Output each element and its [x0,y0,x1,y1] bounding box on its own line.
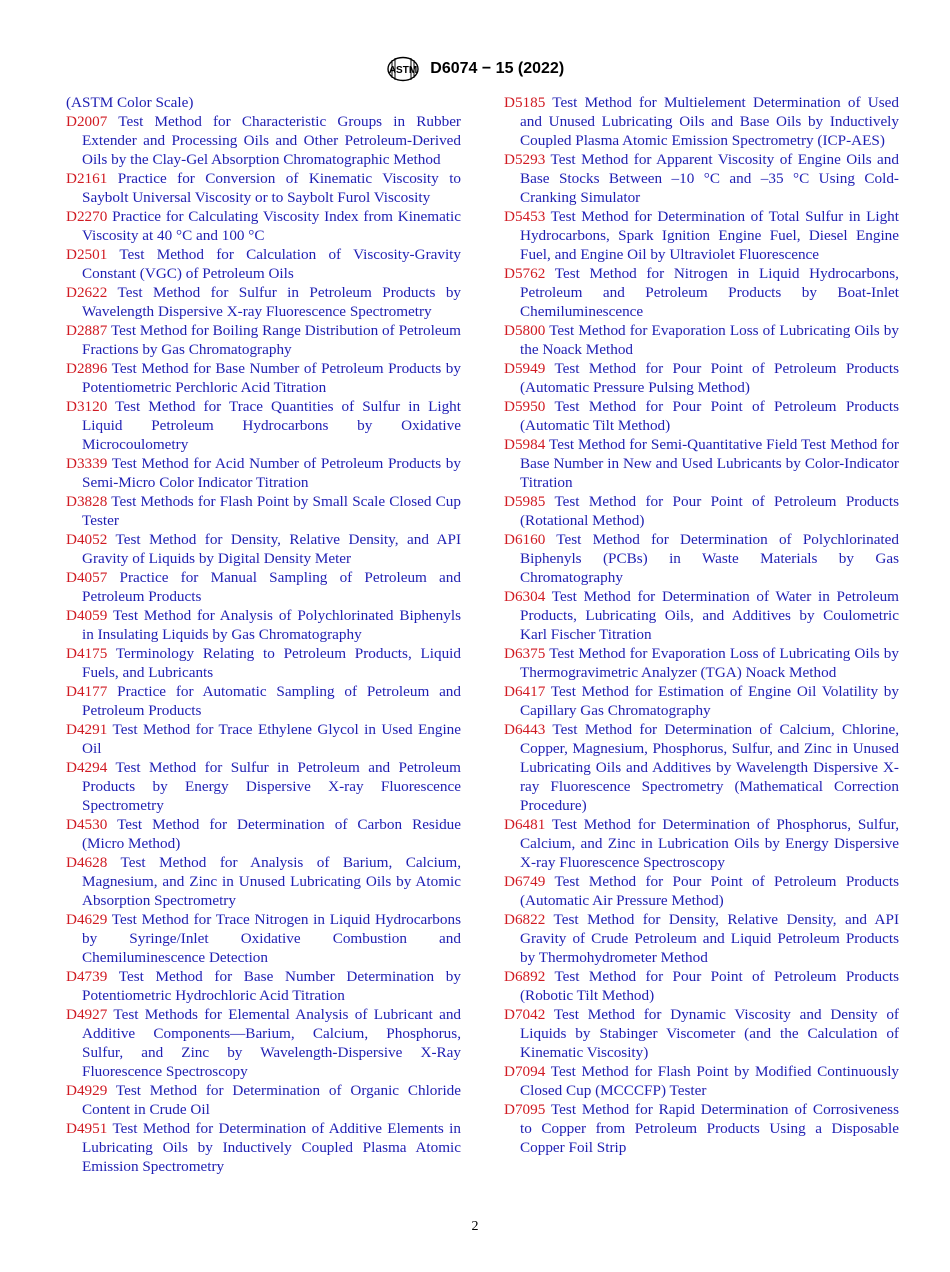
standard-title-link[interactable]: Test Method for Analysis of Polychlorinated Biphenyls in Insulating Liquids by Gas Chromatography [82,607,461,643]
standard-title-link[interactable]: Practice for Automatic Sampling of Petroleum and Petroleum Products [82,683,461,719]
standard-code-link[interactable]: D6375 [504,645,546,662]
standard-title-link[interactable]: Test Method for Trace Nitrogen in Liquid Hydrocarbons by Syringe/Inlet Oxidative Combustion and Chemiluminescence Detection [82,911,461,966]
standard-title-link[interactable]: Test Method for Sulfur in Petroleum Products by Wavelength Dispersive X-ray Fluorescence Spectrometry [82,284,462,320]
reference-entry [66,967,461,1005]
standard-title-link[interactable]: Test Method for Pour Point of Petroleum Products (Automatic Air Pressure Method) [520,873,899,909]
standard-title-link[interactable]: Practice for Manual Sampling of Petroleum and Petroleum Products [82,569,461,605]
standard-title-link[interactable]: Test Method for Characteristic Groups in Rubber Extender and Processing Oils and Other Petroleum-Derived Oils by the Clay-Gel Absorption Chromatographic Method [82,113,461,168]
standard-title-link[interactable]: Test Methods for Flash Point by Small Scale Closed Cup Tester [82,493,461,529]
standard-code-link[interactable]: D6417 [504,683,546,700]
reference-entry [66,644,461,682]
standard-title-link[interactable]: Test Methods for Elemental Analysis of Lubricant and Additive Components—Barium, Calcium, Phosphorus, Sulfur, and Zinc by Wavelength-Dispersive X-Ray Fluorescence Spectroscopy [82,1006,462,1080]
reference-entry [66,359,461,397]
standard-title-link[interactable]: Test Method for Nitrogen in Liquid Hydrocarbons, Petroleum and Petroleum Products by Boat-Inlet Chemiluminescence [520,265,899,320]
reference-entry [66,1081,461,1119]
standard-code-link[interactable]: D7042 [504,1006,546,1023]
reference-entry [66,1005,461,1081]
standard-code-link[interactable]: D5293 [504,151,546,168]
standard-title-link[interactable]: Test Method for Determination of Carbon Residue (Micro Method) [82,816,461,852]
standard-title-link[interactable]: Test Method for Trace Quantities of Sulfur in Light Liquid Petroleum Hydrocarbons by Oxidative Microcoulometry [82,398,461,453]
document-designation: D6074 − 15 (2022) [430,60,565,77]
standard-title-link[interactable]: Test Method for Base Number of Petroleum Products by Potentiometric Perchloric Acid Titration [82,360,461,396]
standard-code-link[interactable]: D7095 [504,1101,546,1118]
standard-code-link[interactable]: D2887 [66,322,108,339]
page-number: 2 [471,1219,479,1234]
standard-title-link[interactable]: Test Method for Semi-Quantitative Field Test Method for Base Number in New and Used Lubricants by Color-Indicator Titration [520,436,899,491]
reference-entry [504,150,899,207]
standard-title-link[interactable]: Test Method for Determination of Organic Chloride Content in Crude Oil [82,1082,461,1118]
standard-code-link[interactable]: D4052 [66,531,108,548]
standard-code-link[interactable]: D4059 [66,607,108,624]
reference-entry [504,207,899,264]
standard-code-link[interactable]: D4291 [66,721,108,738]
standard-title-link[interactable]: Test Method for Acid Number of Petroleum Products by Semi-Micro Color Indicator Titration [82,455,461,491]
right-column [504,93,899,1157]
standard-title-link[interactable]: Test Method for Pour Point of Petroleum Products (Rotational Method) [520,493,899,529]
standard-title-link[interactable]: Test Method for Estimation of Engine Oil Volatility by Capillary Gas Chromatography [520,683,899,719]
reference-entry [504,682,899,720]
reference-entry [66,283,461,321]
reference-entry [66,207,461,245]
standard-title-link[interactable]: Terminology Relating to Petroleum Products, Liquid Fuels, and Lubricants [82,645,461,681]
reference-entry [504,530,899,587]
standard-title-link[interactable]: Test Method for Pour Point of Petroleum Products (Robotic Tilt Method) [520,968,899,1004]
reference-entry [66,758,461,815]
standard-code-link[interactable]: D4628 [66,854,108,871]
standard-title-link[interactable]: Test Method for Analysis of Barium, Calcium, Magnesium, and Zinc in Unused Lubricating Oils by Atomic Absorption Spectrometry [82,854,461,909]
astm-logo-icon [386,56,420,82]
standard-code-link[interactable]: D2007 [66,113,108,130]
standard-title-link[interactable]: Test Method for Pour Point of Petroleum Products (Automatic Tilt Method) [520,398,899,434]
reference-entry [66,492,461,530]
standard-code-link[interactable]: D3828 [66,493,108,510]
standard-code-link[interactable]: D4927 [66,1006,108,1023]
reference-entry [66,606,461,644]
standard-code-link[interactable]: D4294 [66,759,108,776]
reference-entry [66,245,461,283]
reference-entry [504,1005,899,1062]
standard-title-link[interactable]: Test Method for Sulfur in Petroleum and Petroleum Products by Energy Dispersive X-ray Fluorescence Spectrometry [82,759,461,814]
standard-code-link[interactable]: D3339 [66,455,108,472]
reference-entry [66,682,461,720]
reference-entry [66,815,461,853]
reference-entry [504,93,899,150]
standard-code-link[interactable]: D2622 [66,284,108,301]
standard-code-link[interactable]: D4177 [66,683,108,700]
standard-title-link[interactable]: Test Method for Trace Ethylene Glycol in Used Engine Oil [82,721,461,757]
standard-title-link[interactable]: Test Method for Calculation of Viscosity-Gravity Constant (VGC) of Petroleum Oils [82,246,461,282]
standard-title-link[interactable]: Test Method for Density, Relative Density, and API Gravity of Liquids by Digital Density Meter [82,531,461,567]
reference-entry [504,435,899,492]
reference-entry [66,530,461,568]
reference-entry [504,720,899,815]
standard-title-link[interactable]: Test Method for Density, Relative Density, and API Gravity of Crude Petroleum and Liquid Petroleum Products by Thermohydrometer Method [520,911,899,966]
standard-code-link[interactable]: D4739 [66,968,108,985]
standard-code-link[interactable]: D5985 [504,493,546,510]
standard-code-link[interactable]: D5984 [504,436,546,453]
standard-code-link[interactable]: D6749 [504,873,546,890]
reference-entry [66,568,461,606]
standard-code-link[interactable]: D4929 [66,1082,108,1099]
standard-code-link[interactable]: D4530 [66,816,108,833]
standard-code-link[interactable]: D6443 [504,721,546,738]
reference-entry [504,587,899,644]
standard-code-link[interactable]: D4629 [66,911,108,928]
standard-title-link[interactable]: Test Method for Evaporation Loss of Lubricating Oils by the Noack Method [520,322,899,358]
standard-code-link[interactable]: D4057 [66,569,108,586]
standard-code-link[interactable]: D5185 [504,94,546,111]
reference-entry [504,815,899,872]
standard-code-link[interactable]: D6304 [504,588,546,605]
standard-code-link[interactable]: D6481 [504,816,546,833]
standard-code-link[interactable]: D5800 [504,322,546,339]
reference-entry [66,910,461,967]
reference-entry [66,454,461,492]
standard-code-link[interactable]: D2501 [66,246,108,263]
reference-entry [504,872,899,910]
standard-code-link[interactable]: D2896 [66,360,108,377]
standard-code-link[interactable]: D2270 [66,208,108,225]
standard-title-link[interactable]: Test Method for Determination of Polychlorinated Biphenyls (PCBs) in Waste Materials by Gas Chromatography [520,531,899,586]
reference-entry [66,169,461,207]
standard-code-link[interactable]: D5453 [504,208,546,225]
reference-entry [66,321,461,359]
standard-title-link[interactable]: Test Method for Multielement Determination of Used and Unused Lubricating Oils and Base Oils by Inductively Coupled Plasma Atomic Emission Spectrometry (ICP-AES) [520,94,899,149]
page-header [0,56,950,82]
reference-entry [504,1062,899,1100]
standard-code-link[interactable]: D3120 [66,398,108,415]
standard-title-link[interactable]: Test Method for Determination of Phosphorus, Sulfur, Calcium, and Zinc in Lubrication Oils by Energy Dispersive X-ray Fluorescence Spectroscopy [520,816,899,871]
standard-code-link[interactable]: D5950 [504,398,546,415]
reference-entry [66,93,461,112]
standard-title-link[interactable]: Test Method for Determination of Calcium, Chlorine, Copper, Magnesium, Phosphorus, Sulfur, and Zinc in Unused Lubricating Oils and Additives by Wavelength Dispersive X-ray Fluorescence Spectrometry (Mathematical Correction Procedure) [520,721,899,814]
standard-title-link[interactable]: Test Method for Base Number Determination by Potentiometric Hydrochloric Acid Titration [82,968,461,1004]
reference-entry [504,644,899,682]
reference-entry [66,720,461,758]
standard-code-link[interactable]: D5949 [504,360,546,377]
reference-entry [504,967,899,1005]
standard-code-link[interactable]: D7094 [504,1063,546,1080]
standard-title-link[interactable]: Test Method for Evaporation Loss of Lubricating Oils by Thermogravimetric Analyzer (TGA) Noack Method [520,645,899,681]
reference-entry [504,264,899,321]
standard-code-link[interactable]: D6892 [504,968,546,985]
reference-entry [504,321,899,359]
standard-title-link[interactable]: Practice for Calculating Viscosity Index from Kinematic Viscosity at 40 °C and 100 °C [82,208,461,244]
standard-code-link[interactable]: D4951 [66,1120,108,1137]
standard-code-link[interactable]: D6822 [504,911,546,928]
left-column [66,93,461,1176]
reference-entry [66,112,461,169]
standard-title-link[interactable]: Test Method for Determination of Additive Elements in Lubricating Oils by Inductively Coupled Plasma Atomic Emission Spectrometry [82,1120,461,1175]
standard-code-link[interactable]: D6160 [504,531,546,548]
standard-title-link[interactable]: Test Method for Boiling Range Distribution of Petroleum Fractions by Gas Chromatography [82,322,461,358]
standard-title-link[interactable]: Test Method for Rapid Determination of Corrosiveness to Copper from Petroleum Products Using a Disposable Copper Foil Strip [520,1101,899,1156]
standard-code-link[interactable]: D2161 [66,170,108,187]
standard-code-link[interactable]: D4175 [66,645,108,662]
reference-entry [504,1100,899,1157]
standard-title-link[interactable]: (ASTM Color Scale) [66,94,194,111]
reference-entry [504,359,899,397]
standard-title-link[interactable]: Practice for Conversion of Kinematic Viscosity to Saybolt Universal Viscosity or to Saybolt Furol Viscosity [82,170,462,206]
standard-title-link[interactable]: Test Method for Flash Point by Modified Continuously Closed Cup (MCCCFP) Tester [520,1063,900,1099]
standard-title-link[interactable]: Test Method for Apparent Viscosity of Engine Oils and Base Stocks Between –10 °C and –35 °C Using Cold-Cranking Simulator [520,151,899,206]
reference-entry [504,397,899,435]
standard-title-link[interactable]: Test Method for Determination of Total Sulfur in Light Hydrocarbons, Spark Ignition Engine Fuel, Diesel Engine Fuel, and Engine Oil by Ultraviolet Fluorescence [520,208,899,263]
reference-entry [504,492,899,530]
standard-title-link[interactable]: Test Method for Dynamic Viscosity and Density of Liquids by Stabinger Viscometer (and the Calculation of Kinematic Viscosity) [520,1006,899,1061]
reference-entry [66,1119,461,1176]
reference-entry [66,397,461,454]
reference-entry [66,853,461,910]
logo-text: ASTM [388,65,417,76]
standard-code-link[interactable]: D5762 [504,265,546,282]
reference-entry [504,910,899,967]
standard-title-link[interactable]: Test Method for Pour Point of Petroleum Products (Automatic Pressure Pulsing Method) [520,360,899,396]
standard-title-link[interactable]: Test Method for Determination of Water in Petroleum Products, Lubricating Oils, and Additives by Coulometric Karl Fischer Titration [520,588,899,643]
